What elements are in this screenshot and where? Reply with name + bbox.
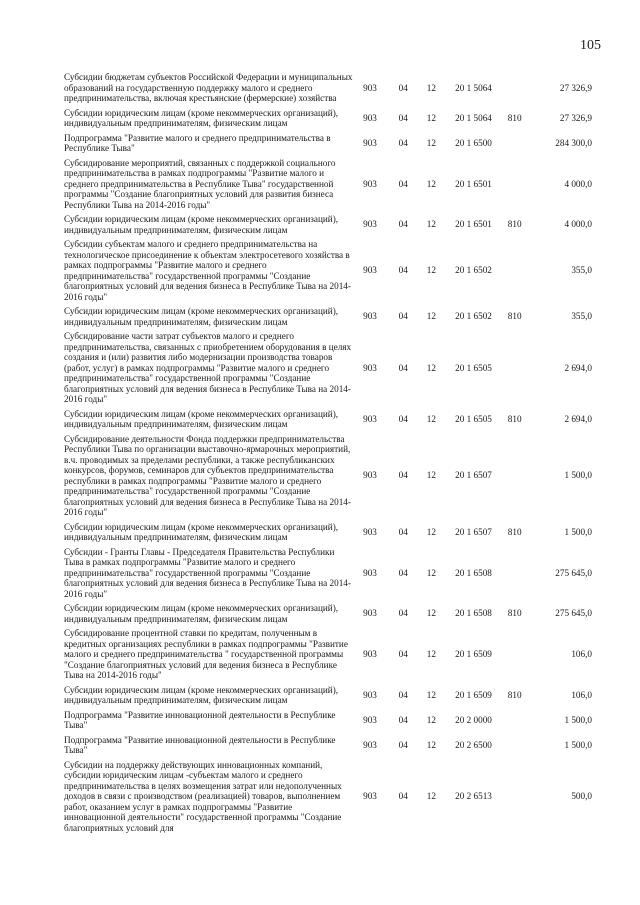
target-article-code: 20 1 6500: [455, 137, 492, 148]
table-row: [64, 760, 592, 838]
amount: 2 694,0: [564, 362, 592, 373]
ministry-code: 903: [363, 714, 377, 725]
ministry-code: 903: [363, 413, 377, 424]
amount: 27 326,9: [559, 82, 592, 93]
expense-type-code: [502, 547, 528, 604]
section-code: 04: [398, 470, 408, 481]
subsection-code: 12: [426, 311, 436, 322]
ministry-code: 903: [363, 265, 377, 276]
row-description: Субсидии юридическим лицам (кроме некоммерческих организаций), индивидуальным предпринимателям, физическим лицам: [64, 603, 339, 624]
table-row: [64, 735, 592, 760]
amount: 1 500,0: [564, 526, 592, 537]
amount: 355,0: [571, 311, 592, 322]
amount: 1 500,0: [564, 470, 592, 481]
expense-type-code: 810: [507, 112, 522, 123]
section-code: 04: [398, 178, 408, 189]
ministry-code: 903: [363, 791, 377, 801]
row-description: Субсидии на поддержку действующих инновационных компаний, субсидии юридическим лицам -субъектам малого и среднего предпринимательства в целях возмещения затрат или недополученных доходов в связи с производством (реализацией) товаров, выполнением работ, оказанием услуг в рамках подпрограммы "Развитие инновационной деятельности" государственной программы "Создание благоприятных условий для: [64, 759, 342, 833]
row-description: Субсидирование части затрат субъектов малого и среднего предпринимательства, связанных с приобретением оборудования в целях создания и (или) развития либо модернизации производства товаров (работ, услуг) в рамках подпрограммы "Развитие малого и среднего предпринимательства" государственной программы "Создание благоприятных условий для ведения бизнеса в Республике Тыва на 2014-2016 годы": [64, 331, 352, 404]
subsection-code: 12: [426, 649, 436, 659]
target-article-code: 20 1 6501: [455, 219, 492, 230]
section-code: 04: [398, 112, 408, 123]
row-description: Подпрограмма "Развитие инновационной деятельности в Республике Тыва": [64, 709, 336, 730]
section-code: 04: [398, 791, 408, 801]
target-article-code: 20 1 6502: [455, 265, 492, 276]
subsection-code: 12: [426, 567, 436, 578]
subsection-code: 12: [426, 82, 436, 93]
table-row: [64, 547, 592, 604]
ministry-code: 903: [363, 112, 377, 123]
ministry-code: 903: [363, 178, 377, 189]
section-code: 04: [398, 689, 408, 700]
ministry-code: 903: [363, 82, 377, 93]
target-article-code: 20 1 6507: [455, 526, 492, 537]
subsection-code: 12: [426, 413, 436, 424]
table-row: [64, 434, 592, 522]
section-code: 04: [398, 739, 408, 750]
target-article-code: 20 1 6505: [455, 362, 492, 373]
section-code: 04: [398, 311, 408, 322]
ministry-code: 903: [363, 689, 377, 700]
table-row: [64, 710, 592, 735]
expense-type-code: [502, 239, 528, 306]
ministry-code: 903: [363, 608, 377, 619]
table-row: [64, 603, 592, 628]
subsection-code: 12: [426, 791, 436, 801]
row-description: Субсидии бюджетам субъектов Российской Федерации и муниципальных образований на государственную поддержку малого и среднего предпринимательства, включая крестьянские (фермерские) хозяйства: [64, 72, 353, 103]
section-code: 04: [398, 608, 408, 619]
ministry-code: 903: [363, 526, 377, 537]
subsection-code: 12: [426, 362, 436, 373]
target-article-code: 20 1 6502: [455, 311, 492, 322]
amount: 284 300,0: [555, 137, 592, 148]
section-code: 04: [398, 567, 408, 578]
amount: 2 694,0: [564, 413, 592, 424]
table-row: [64, 306, 592, 331]
row-description: Субсидии юридическим лицам (кроме некоммерческих организаций), индивидуальным предпринимателям, физическим лицам: [64, 107, 339, 128]
page-number: 105: [580, 38, 601, 53]
row-description: Подпрограмма "Развитие малого и среднего предпринимательства в Республике Тыва": [64, 132, 331, 153]
section-code: 04: [398, 649, 408, 659]
row-description: Субсидии юридическим лицам (кроме некоммерческих организаций), индивидуальным предпринимателям, физическим лицам: [64, 408, 339, 429]
row-description: Субсидии юридическим лицам (кроме некоммерческих организаций), индивидуальным предпринимателям, физическим лицам: [64, 306, 339, 327]
table-row: [64, 522, 592, 547]
target-article-code: 20 1 5064: [455, 112, 492, 123]
ministry-code: 903: [363, 311, 377, 322]
table-row: [64, 214, 592, 239]
expense-type-code: [502, 735, 528, 760]
row-description: Субсидирование деятельности Фонда поддержки предпринимательства Республики Тыва по организации выставочно-ярмарочных мероприятий, в.ч. проводимых за пределами республики, а также республиканских конкурсов, форумов, семинаров для субъектов предпринимательства республики в рамках подпрограммы "Развитие малого и среднего предпринимательства" государственной программы "Создание благоприятных условий для ведения бизнеса в Республике Тыва на 2014-2016 годы": [64, 433, 351, 517]
subsection-code: 12: [426, 526, 436, 537]
expense-type-code: 810: [507, 413, 522, 424]
target-article-code: 20 1 5064: [455, 82, 492, 93]
subsection-code: 12: [426, 608, 436, 619]
section-code: 04: [398, 362, 408, 373]
amount: 106,0: [571, 689, 592, 700]
section-code: 04: [398, 219, 408, 230]
row-description: Субсидирование процентной ставки по кредитам, полученным в кредитных организациях республики в рамках подпрограммы "Развитие малого и среднего предпринимательства " государственной программы "Создание благоприятных условий для ведения бизнеса в Республике Тыва на 2014-2016 годы": [64, 628, 348, 680]
row-description: Субсидии юридическим лицам (кроме некоммерческих организаций), индивидуальным предпринимателям, физическим лицам: [64, 684, 339, 705]
table-row: [64, 628, 592, 685]
target-article-code: 20 1 6507: [455, 470, 492, 481]
table-row: [64, 239, 592, 306]
ministry-code: 903: [363, 137, 377, 148]
expense-type-code: [502, 133, 528, 158]
section-code: 04: [398, 82, 408, 93]
expense-type-code: 810: [507, 219, 522, 230]
budget-table: [64, 72, 592, 837]
row-description: Субсидии юридическим лицам (кроме некоммерческих организаций), индивидуальным предпринимателям, физическим лицам: [64, 214, 339, 235]
amount: 355,0: [571, 265, 592, 276]
subsection-code: 12: [426, 112, 436, 123]
target-article-code: 20 1 6509: [455, 689, 492, 700]
amount: 27 326,9: [559, 112, 592, 123]
subsection-code: 12: [426, 178, 436, 189]
target-article-code: 20 1 6508: [455, 567, 492, 578]
target-article-code: 20 1 6509: [455, 649, 492, 659]
section-code: 04: [398, 265, 408, 276]
subsection-code: 12: [426, 739, 436, 750]
target-article-code: 20 1 6501: [455, 178, 492, 189]
ministry-code: 903: [363, 470, 377, 481]
amount: 106,0: [571, 649, 592, 659]
row-description: Субсидии - Гранты Главы - Председателя Правительства Республики Тыва в рамках подпрограммы "Развитие малого и среднего предпринимательства" государственной программы "Создание благоприятных условий для ведения бизнеса в Республике Тыва на 2014-2016 годы": [64, 546, 351, 599]
amount: 275 645,0: [555, 608, 592, 619]
ministry-code: 903: [363, 649, 377, 659]
subsection-code: 12: [426, 689, 436, 700]
table-row: [64, 158, 592, 215]
subsection-code: 12: [426, 219, 436, 230]
expense-type-code: [502, 628, 528, 685]
target-article-code: 20 2 6513: [455, 791, 492, 801]
expense-type-code: [502, 710, 528, 735]
target-article-code: 20 2 0000: [455, 714, 492, 725]
section-code: 04: [398, 137, 408, 148]
row-description: Субсидии юридическим лицам (кроме некоммерческих организаций), индивидуальным предпринимателям, физическим лицам: [64, 521, 339, 542]
expense-type-code: [502, 72, 528, 108]
expense-type-code: [502, 158, 528, 215]
row-description: Подпрограмма "Развитие инновационной деятельности в Республике Тыва": [64, 734, 336, 755]
table-row: [64, 133, 592, 158]
table-row: [64, 331, 592, 409]
expense-type-code: 810: [507, 689, 522, 700]
subsection-code: 12: [426, 714, 436, 725]
row-description: Субсидирование мероприятий, связанных с поддержкой социального предпринимательства в рамках подпрограммы "Развитие малого и среднего предпринимательства в Республике Тыва" государственной программы "Создание благоприятных условий для развития бизнеса Республики Тыва на 2014-2016 годы": [64, 157, 336, 210]
expense-type-code: 810: [507, 526, 522, 537]
ministry-code: 903: [363, 567, 377, 578]
ministry-code: 903: [363, 219, 377, 230]
table-row: [64, 685, 592, 710]
expense-type-code: [502, 760, 528, 838]
section-code: 04: [398, 526, 408, 537]
ministry-code: 903: [363, 739, 377, 750]
row-description: Субсидии субъектам малого и среднего предпринимательства на технологическое присоединение к объектам электросетевого хозяйства в рамках подпрограммы "Развитие малого и среднего предпринимательства" государственной программы "Создание благоприятных условий для ведения бизнеса в Республике Тыва на 2014-2016 годы": [64, 239, 351, 302]
amount: 500,0: [571, 791, 592, 801]
ministry-code: 903: [363, 362, 377, 373]
target-article-code: 20 2 6500: [455, 739, 492, 750]
expense-type-code: [502, 331, 528, 409]
target-article-code: 20 1 6505: [455, 413, 492, 424]
amount: 4 000,0: [564, 219, 592, 230]
table-row: [64, 108, 592, 133]
target-article-code: 20 1 6508: [455, 608, 492, 619]
amount: 1 500,0: [564, 714, 592, 725]
amount: 275 645,0: [555, 567, 592, 578]
expense-type-code: 810: [507, 608, 522, 619]
expense-type-code: [502, 434, 528, 522]
table-row: [64, 72, 592, 108]
section-code: 04: [398, 714, 408, 725]
amount: 1 500,0: [564, 739, 592, 750]
subsection-code: 12: [426, 137, 436, 148]
subsection-code: 12: [426, 265, 436, 276]
table-row: [64, 409, 592, 434]
section-code: 04: [398, 413, 408, 424]
amount: 4 000,0: [564, 178, 592, 189]
subsection-code: 12: [426, 470, 436, 481]
expense-type-code: 810: [507, 311, 522, 322]
budget-table-body: [64, 72, 592, 837]
